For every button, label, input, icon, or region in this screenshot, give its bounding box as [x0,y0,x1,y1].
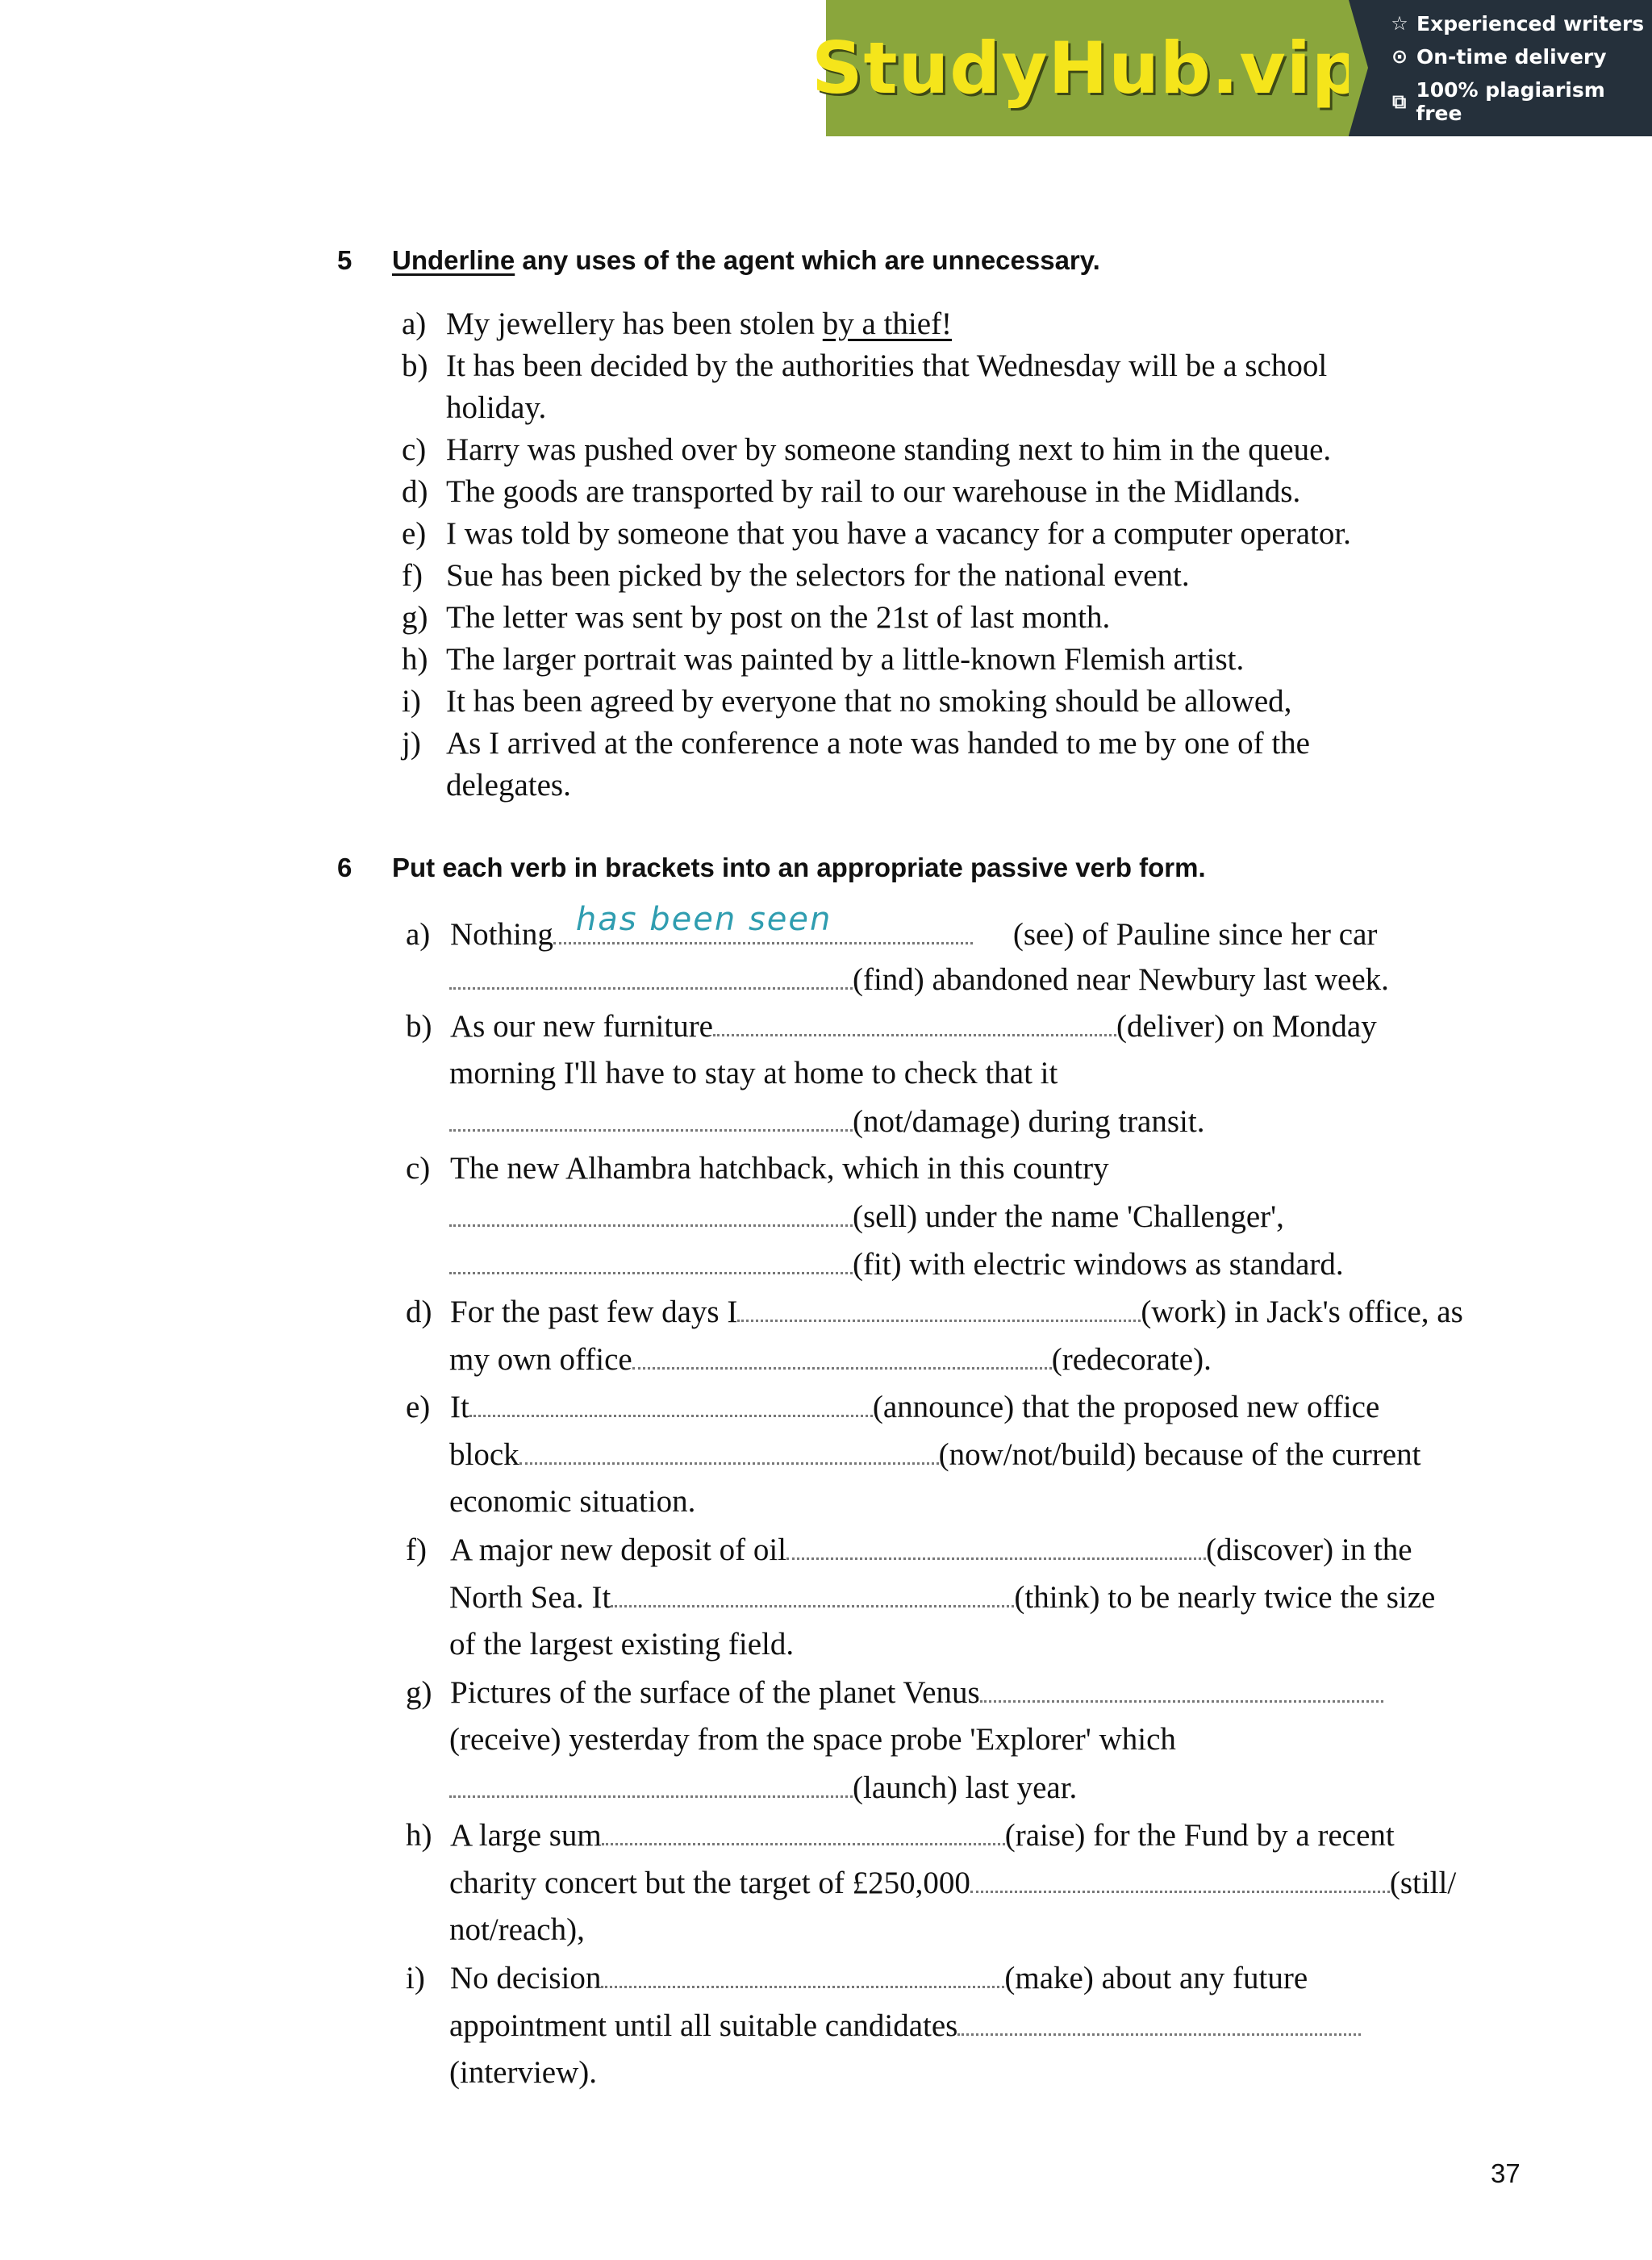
exercise-item-5j [402,723,1310,765]
exercise-item-6c [406,1148,1109,1190]
answer-blank[interactable] [601,1957,1004,1988]
answer-blank[interactable] [519,1433,939,1465]
exercise-item-6a-cont [449,958,1389,1001]
exercise-item-6h [406,1814,1395,1857]
item-text: block [449,1437,519,1472]
item-text: Nothing [450,917,553,952]
item-text: For the past few days I [450,1295,738,1329]
exercise-item-6i-cont2 [449,2052,597,2094]
item-text: (announce) that the proposed new office [872,1390,1380,1424]
item-text: (find) abandoned near Newbury last week. [853,962,1389,997]
answer-blank-filled[interactable] [553,901,973,944]
item-text: (make) about any future [1004,1961,1308,1995]
item-text: (sell) under the name 'Challenger', [853,1199,1284,1234]
item-letter: h) [402,642,428,677]
exercise-item-5h [402,639,1244,681]
exercise-item-5g [402,597,1110,639]
exercise-item-5d [402,471,1300,513]
brand-logo: StudyHub.vip [811,27,1363,110]
clock-icon: ⊙ [1391,45,1408,68]
item-text: The new Alhambra hatchback, which in this country [450,1151,1109,1186]
item-text: (raise) for the Fund by a recent [1004,1818,1395,1853]
section-number: 5 [337,245,353,275]
item-text: Sue has been picked by the selectors for the national event. [446,558,1190,593]
item-text: (think) to be nearly twice the size [1014,1580,1436,1615]
page-number: 37 [1491,2158,1521,2188]
item-letter: d) [406,1295,432,1329]
item-text: (see) of Pauline since her car [1012,917,1378,952]
answer-blank[interactable] [980,1671,1383,1703]
copy-icon: ⧉ [1392,90,1407,113]
item-text: No decision [450,1961,602,1995]
answer-blank[interactable] [957,2004,1361,2036]
item-text: morning I'll have to stay at home to check that it [449,1056,1058,1090]
item-letter: g) [406,1675,432,1710]
answer-blank[interactable] [970,1862,1390,1893]
item-text: The letter was sent by post on the 21st of last month. [446,600,1111,635]
item-letter: c) [406,1151,431,1186]
item-letter: g) [402,600,428,635]
feature-item [1389,12,1652,35]
item-text: charity concert but the target of £250,000 [449,1866,970,1900]
exercise-item-5e [402,513,1351,555]
item-text: The goods are transported by rail to our warehouse in the Midlands. [446,474,1301,509]
exercise-item-6i [406,1957,1308,1999]
exercise-item-6f-cont2 [449,1624,794,1666]
exercise-item-6b-cont [449,1053,1058,1095]
item-text: A major new deposit of oil [450,1532,787,1567]
answer-blank[interactable] [449,1195,853,1227]
feature-label: Experienced writers [1416,11,1645,35]
exercise-item-5i [402,681,1291,723]
answer-blank[interactable] [713,1005,1116,1036]
item-letter: a) [406,917,431,952]
feature-item [1389,78,1652,125]
item-text: (not/damage) during transit. [853,1104,1205,1139]
underlined-agent: by a thief! [822,306,953,341]
answer-blank[interactable] [611,1576,1014,1607]
item-letter: i) [406,1961,425,1995]
section-5-heading [337,245,1100,276]
item-text: of the largest existing field. [449,1627,795,1662]
item-text: The larger portrait was painted by a little-known Flemish artist. [446,642,1245,677]
answer-blank[interactable] [469,1386,873,1417]
exercise-item-6f [406,1528,1412,1571]
feature-label: 100% plagiarism free [1416,77,1605,125]
exercise-item-5b-cont [446,387,546,429]
instruction-underlined: Underline [392,245,515,275]
item-text: (still/ [1389,1866,1457,1900]
exercise-item-5c [402,429,1331,471]
exercise-item-5b [402,345,1327,387]
item-letter: c) [402,432,427,467]
exercise-item-6e [406,1386,1379,1428]
item-text: It [450,1390,469,1424]
exercise-item-6i-cont [449,2004,1361,2047]
item-text: not/reach), [449,1912,585,1947]
features-panel [1349,0,1652,136]
answer-blank[interactable] [449,1100,853,1132]
item-text: A large sum [450,1818,602,1853]
exercise-item-6c-cont [449,1195,1284,1238]
exercise-item-6c-cont2 [449,1243,1344,1286]
exercise-item-6b-cont2 [449,1100,1204,1143]
answer-blank[interactable] [602,1814,1005,1845]
exercise-item-6g-cont [449,1719,1176,1761]
exercise-item-5a [402,303,952,345]
item-text: (deliver) on Monday [1116,1009,1377,1044]
item-text: My jewellery has been stolen [446,306,823,341]
answer-blank[interactable] [449,958,853,990]
exercise-item-6h-cont2 [449,1909,585,1951]
exercise-item-6g [406,1671,1383,1714]
item-text: It has been decided by the authorities that Wednesday will be a school [446,348,1328,383]
item-letter: f) [402,558,423,593]
item-letter: e) [406,1390,431,1424]
answer-blank[interactable] [632,1338,1052,1370]
exercise-item-6d [406,1291,1463,1333]
exercise-item-6e-cont [449,1433,1420,1476]
item-text: As our new furniture [450,1009,713,1044]
exercise-item-6f-cont [449,1576,1435,1619]
item-text: I was told by someone that you have a vacancy for a computer operator. [446,516,1351,551]
exercise-item-6a [406,901,1378,956]
item-text: (redecorate). [1051,1342,1212,1377]
item-letter: f) [406,1532,427,1567]
item-text: Pictures of the surface of the planet Venus [450,1675,980,1710]
exercise-item-5j-cont [446,765,571,807]
exercise-item-6h-cont [449,1862,1456,1904]
item-letter: j) [402,726,421,761]
item-text: (interview). [449,2055,598,2090]
item-text: (receive) yesterday from the space probe 'Explorer' which [449,1722,1176,1757]
studyhub-banner[interactable] [811,0,1652,136]
exercise-item-6e-cont2 [449,1481,695,1523]
item-text: Harry was pushed over by someone standing next to him in the queue. [446,432,1332,467]
section-6-heading [337,853,1206,883]
handwritten-answer: has been seen [575,901,832,938]
item-text: my own office [449,1342,632,1377]
feature-label: On-time delivery [1416,44,1607,69]
exercise-item-6d-cont [449,1338,1212,1381]
item-text: It has been agreed by everyone that no smoking should be allowed, [446,684,1292,719]
item-letter: a) [402,306,427,341]
item-letter: d) [402,474,428,509]
item-text: North Sea. It [449,1580,611,1615]
instruction-text: Put each verb in brackets into an appropriate passive verb form. [392,853,1206,882]
item-text: (fit) with electric windows as standard. [853,1247,1344,1282]
item-text: As I arrived at the conference a note was handed to me by one of the [446,726,1310,761]
item-letter: i) [402,684,421,719]
item-text: appointment until all suitable candidates [449,2008,958,2043]
answer-blank[interactable] [449,1243,853,1274]
star-icon: ☆ [1391,12,1408,35]
exercise-item-6b [406,1005,1377,1048]
item-text: delegates. [446,768,571,803]
section-number: 6 [337,853,353,882]
item-text: (discover) in the [1206,1532,1412,1567]
exercise-item-5f [402,555,1190,597]
item-text: (work) in Jack's office, as [1141,1295,1463,1329]
item-text: (now/not/build) because of the current [938,1437,1421,1472]
brand-panel [811,0,1363,136]
answer-blank[interactable] [449,1766,853,1798]
item-letter: b) [402,348,428,383]
item-letter: e) [402,516,427,551]
answer-blank[interactable] [786,1528,1206,1560]
feature-item [1389,45,1652,69]
item-text: economic situation. [449,1484,696,1519]
item-letter: b) [406,1009,432,1044]
instruction-text: any uses of the agent which are unnecessary. [515,245,1100,275]
item-text: (launch) last year. [853,1770,1078,1805]
answer-blank[interactable] [737,1291,1141,1322]
exercise-item-6g-cont2 [449,1766,1077,1809]
item-text: holiday. [446,390,547,425]
item-letter: h) [406,1818,432,1853]
